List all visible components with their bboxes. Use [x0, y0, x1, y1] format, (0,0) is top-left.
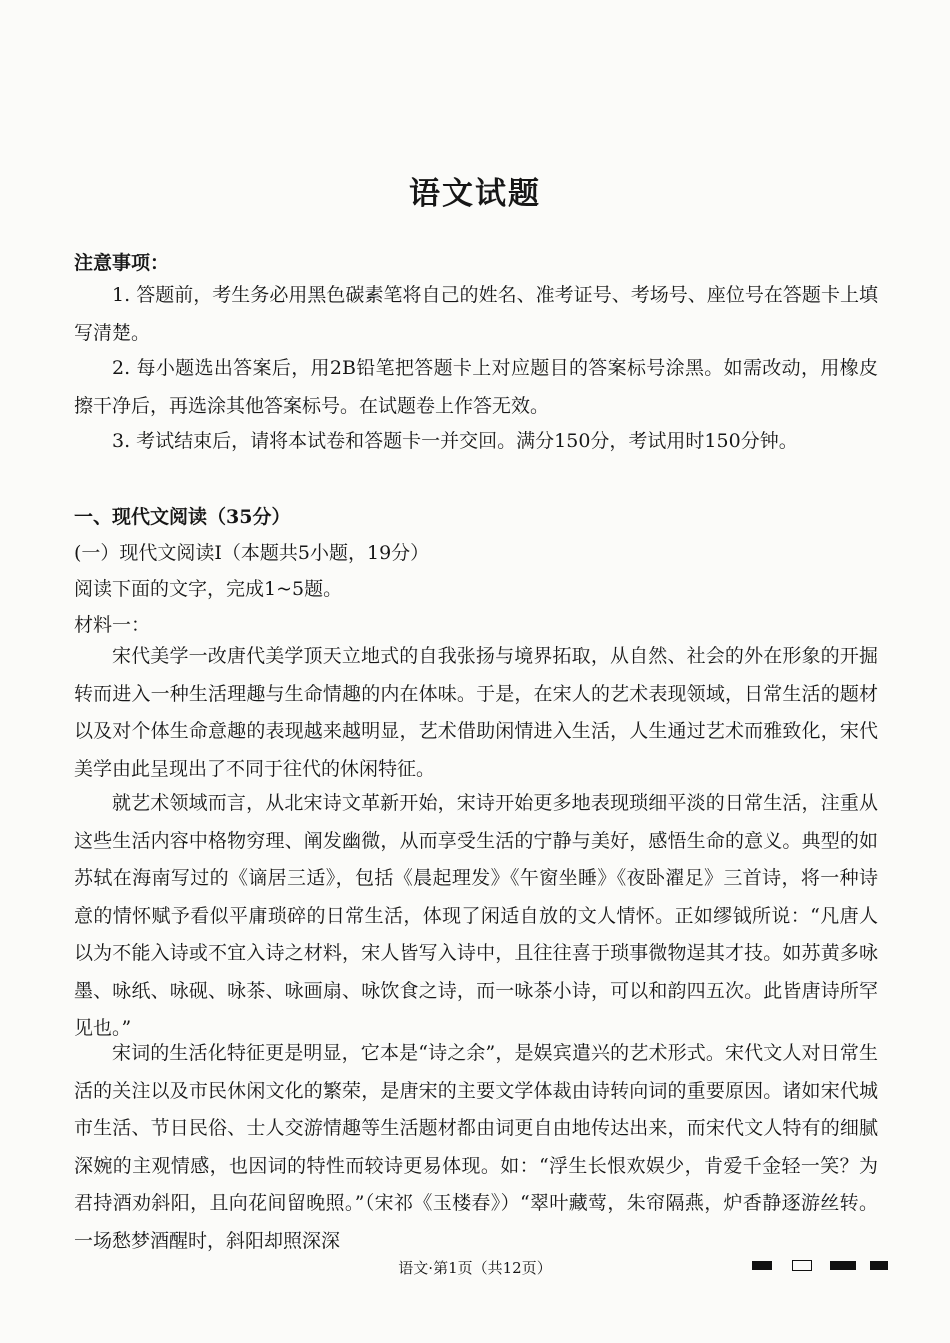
scan-mark-open [792, 1260, 812, 1271]
reading-instruction: 阅读下面的文字，完成1~5题。 [74, 578, 343, 600]
scan-marks [752, 1261, 892, 1273]
paragraph-2: 就艺术领域而言，从北宋诗文革新开始，宋诗开始更多地表现琐细平淡的日常生活，注重从这些生活内容中格物穷理、阐发幽微，从而享受生活的宁静与美好，感悟生命的意义。典型的如苏轼在海南写过的《谪居三适》，包括《晨起理发》《午窗坐睡》《夜卧濯足》三首诗，将一种诗意的情怀赋予看似平庸琐碎的日常生活，体现了闲适自放的文人情怀。正如缪钺所说：“凡唐人以为不能入诗或不宜入诗之材料，宋人皆写入诗中，且往往喜于琐事微物逞其才技。如苏黄多咏墨、咏纸、咏砚、咏茶、咏画扇、咏饮食之诗，而一咏茶小诗，可以和韵四五次。此皆唐诗所罕见也。” [74, 792, 878, 1039]
notice-item-2: 2. 每小题选出答案后，用2B铅笔把答题卡上对应题目的答案标号涂黑。如需改动，用橡皮擦干净后，再选涂其他答案标号。在试题卷上作答无效。 [74, 357, 878, 417]
material-label: 材料一： [74, 614, 151, 636]
section-sub-heading: (一）现代文阅读Ⅰ（本题共5小题，19分） [74, 542, 430, 564]
notice-item-3: 3. 考试结束后，请将本试卷和答题卡一并交回。满分150分，考试用时150分钟。 [112, 430, 798, 452]
section-heading: 一、现代文阅读（35分） [74, 506, 291, 528]
paragraph-1: 宋代美学一改唐代美学顶天立地式的自我张扬与境界拓取，从自然、社会的外在形象的开掘转而进入一种生活理趣与生命情趣的内在体味。于是，在宋人的艺术表现领域，日常生活的题材以及对个体生命意趣的表现越来越明显，艺术借助闲情进入生活，人生通过艺术而雅致化，宋代美学由此呈现出了不同于往代的休闲特征。 [74, 645, 878, 780]
page-footer: 语文·第1页（共12页） [398, 1259, 552, 1277]
exam-title: 语文试题 [409, 176, 541, 212]
scan-mark-solid-2 [830, 1261, 856, 1270]
scan-mark-solid-3 [870, 1261, 888, 1270]
notice-item-1: 1. 答题前，考生务必用黑色碳素笔将自己的姓名、准考证号、考场号、座位号在答题卡上填写清楚。 [74, 284, 878, 344]
notice-heading: 注意事项： [74, 252, 170, 274]
paragraph-3: 宋词的生活化特征更是明显，它本是“诗之余”，是娱宾遣兴的艺术形式。宋代文人对日常生活的关注以及市民休闲文化的繁荣，是唐宋的主要文学体裁由诗转向词的重要原因。诸如宋代城市生活、节日民俗、士人交游情趣等生活题材都由词更自由地传达出来，而宋代文人特有的细腻深婉的主观情感，也因词的特性而较诗更易体现。如：“浮生长恨欢娱少，肯爱千金轻一笑？为君持酒劝斜阳，且向花间留晚照。”（宋祁《玉楼春》）“翠叶藏莺，朱帘隔燕，炉香静逐游丝转。一场愁梦酒醒时，斜阳却照深深 [74, 1042, 878, 1252]
scan-mark-solid-1 [752, 1261, 772, 1270]
